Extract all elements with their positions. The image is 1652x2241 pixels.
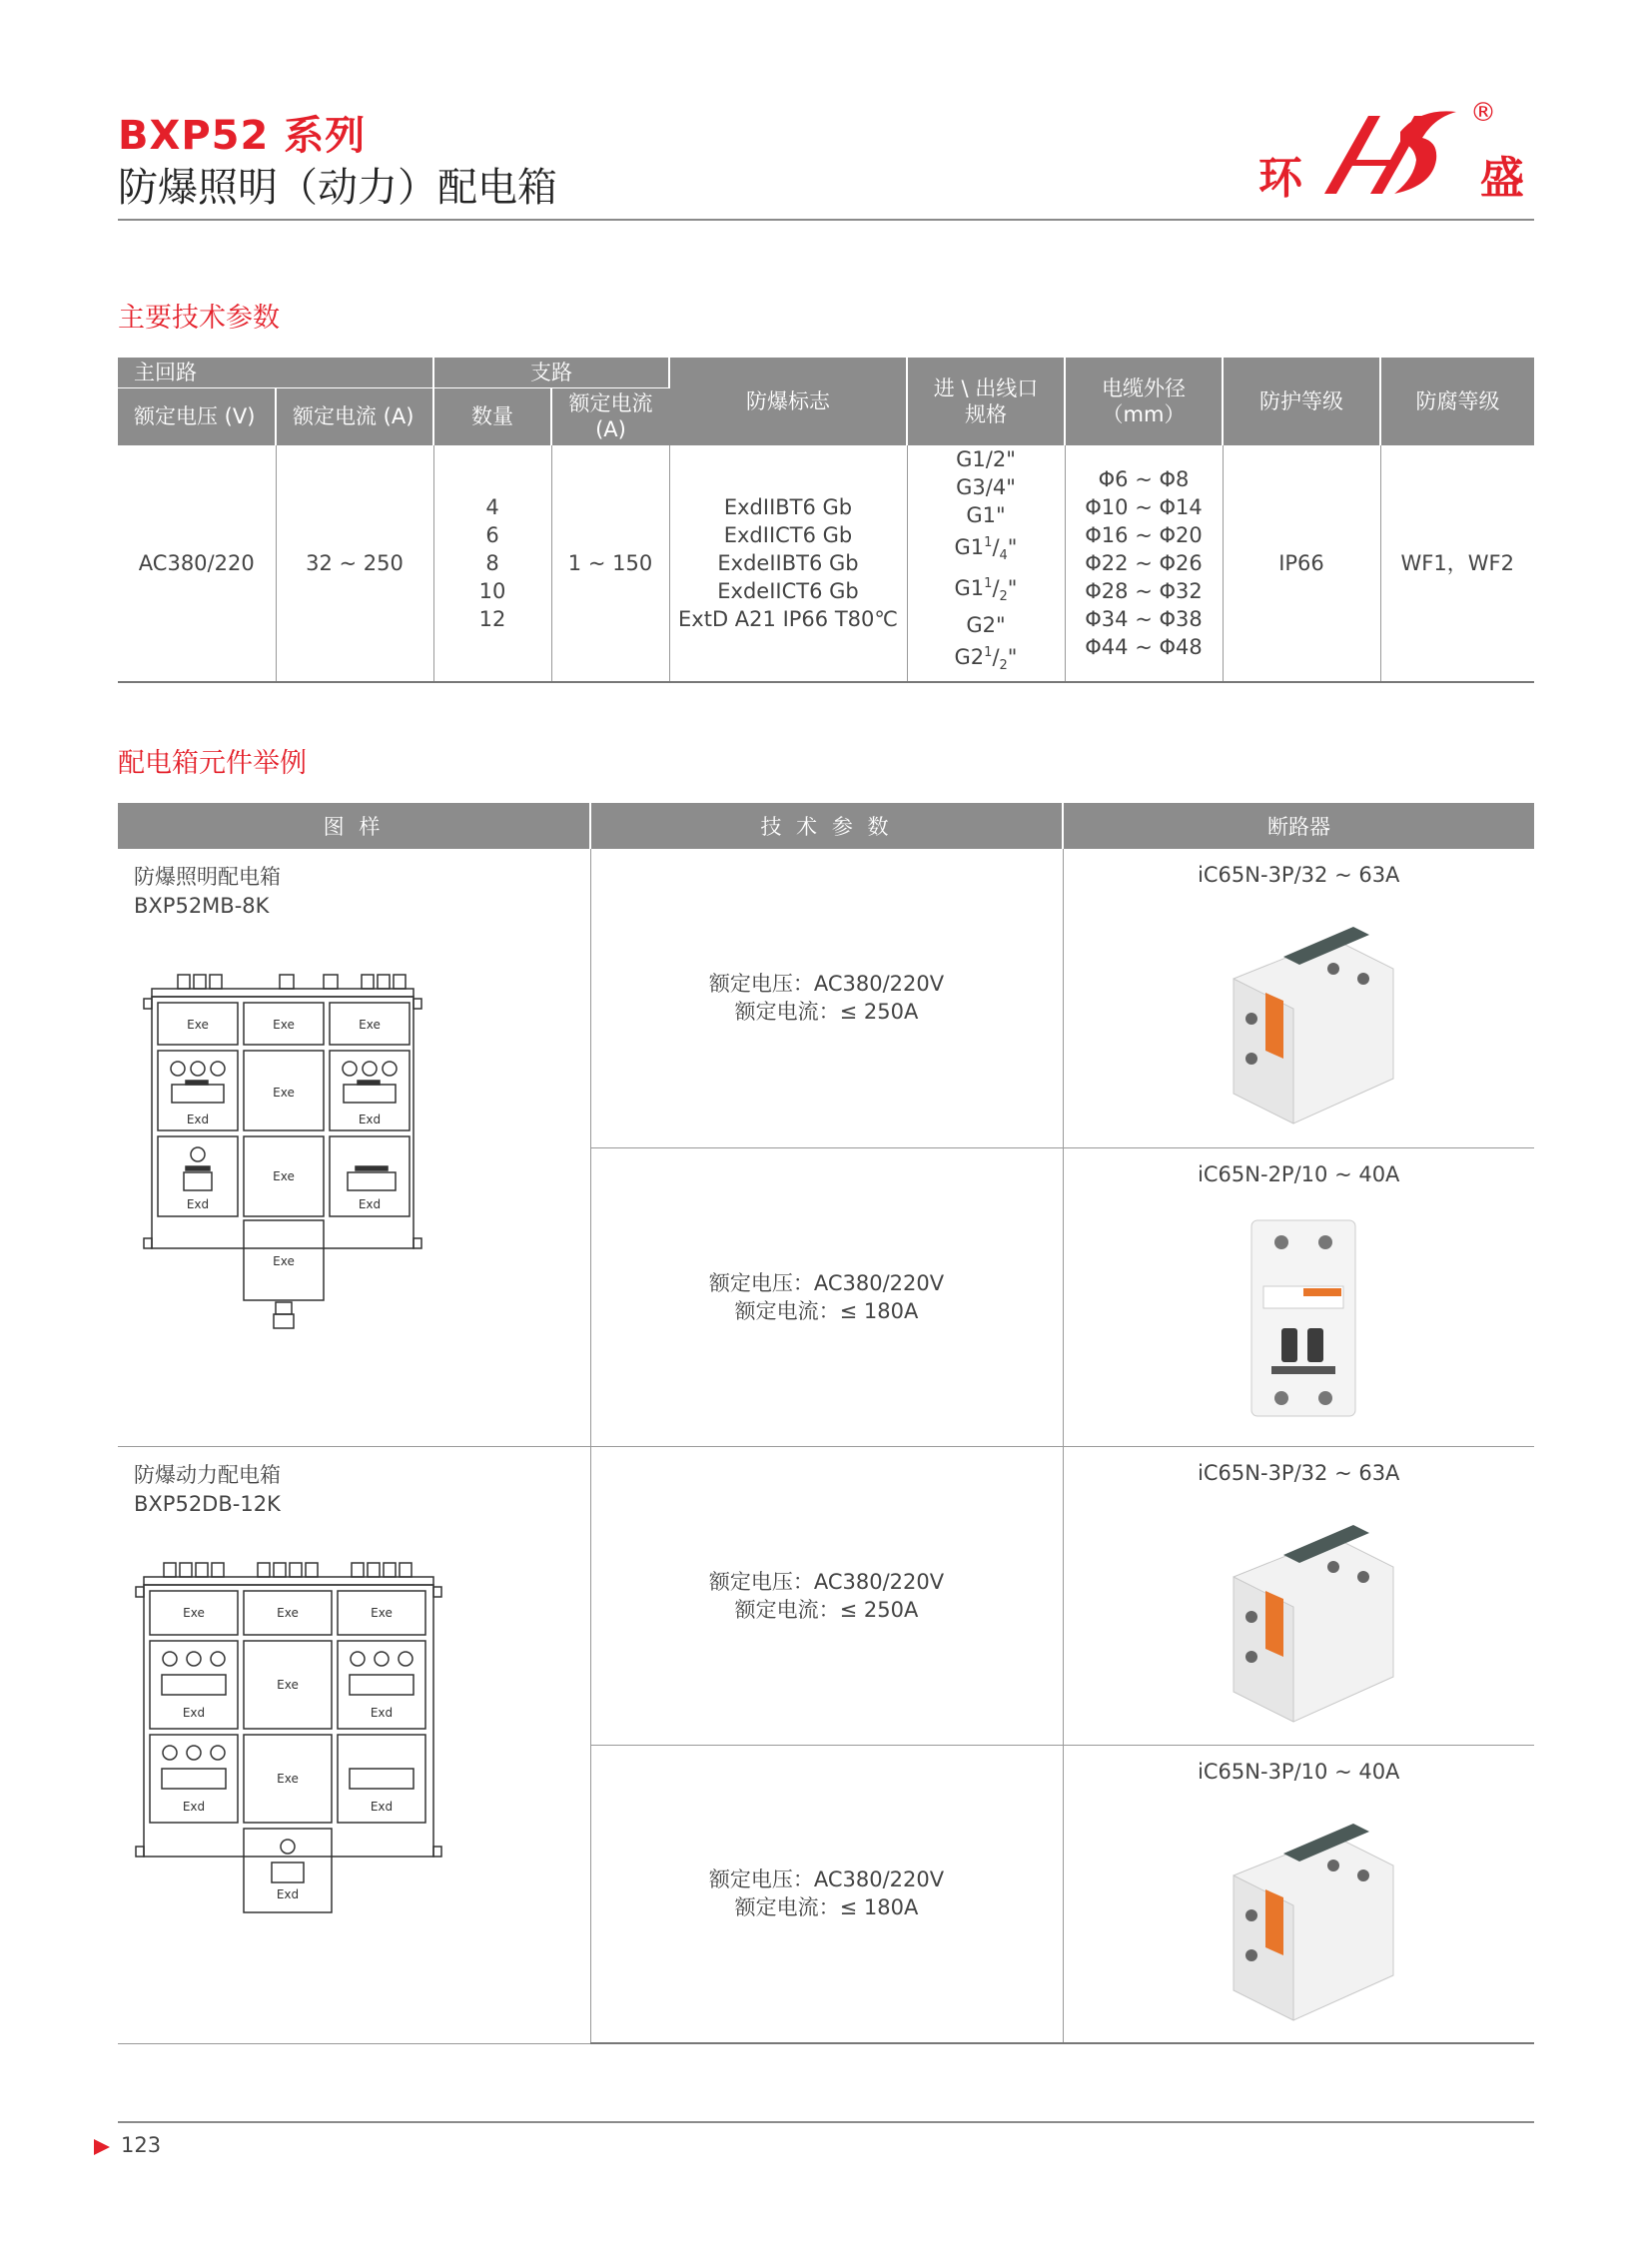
item-name: 防爆动力配电箱 [134,1462,281,1487]
logo-left-char: 环 [1258,153,1302,204]
spec-cell: 额定电压：AC380/220V 额定电流：≤ 250A [590,849,1063,1147]
breaker-model: iC65N-3P/32 ~ 63A [1198,1460,1400,1485]
diagram-exd-label: Exd [370,1705,394,1720]
diagram-exd-label: Exd [358,1113,382,1126]
col-branch-current: 额定电流 (A) [551,387,669,445]
diagram-exe-label: Exe [277,1677,299,1692]
col-group-branch: 支路 [433,358,669,387]
cell-qty: 4 6 8 10 12 [433,445,551,682]
cell-cable: Φ6 ~ Φ8 Φ10 ~ Φ14 Φ16 ~ Φ20 Φ22 ~ Φ26 Φ28 ~ Φ32 Φ34 ~ Φ38 Φ44 ~ Φ48 [1065,445,1223,682]
diagram-cell-power [118,1446,590,2043]
components-table [118,803,1534,2044]
diagram-exe-label: Exe [273,1254,295,1268]
breaker-cell [1063,849,1534,1147]
table-row [118,445,1534,682]
col-cable: 电缆外径 （mm） [1065,358,1223,445]
cell-protection: IP66 [1223,445,1380,682]
page-number: 123 [121,2133,162,2157]
breaker-3p-icon [1214,909,1403,1128]
diagram-cell-lighting [118,849,590,1446]
hs-logo-icon [1316,102,1466,202]
col-breaker: 断路器 [1063,803,1534,849]
col-group-main: 主回路 [118,358,433,387]
diagram-exd-label: Exd [276,1886,300,1901]
col-protection: 防护等级 [1223,358,1380,445]
cell-voltage: AC380/220 [118,445,276,682]
diagram-exe-label: Exe [273,1086,295,1100]
cell-corrosion: WF1，WF2 [1380,445,1534,682]
diagram-exd-label: Exd [370,1799,394,1814]
brand-logo [1258,98,1538,208]
diagram-exe-label: Exe [277,1605,299,1620]
diagram-exe-label: Exe [183,1605,205,1620]
diagram-exd-label: Exd [358,1197,382,1211]
breaker-cell [1063,1147,1534,1446]
item-name: 防爆照明配电箱 [134,865,281,889]
col-diagram: 图 样 [118,803,590,849]
page-arrow-icon [92,2137,112,2157]
breaker-2p-icon [1243,1216,1363,1422]
diagram-exe-label: Exe [359,1018,381,1032]
diagram-exd-label: Exd [186,1113,210,1126]
breaker-model: iC65N-3P/32 ~ 63A [1198,863,1400,887]
breaker-cell [1063,1446,1534,1745]
params-section-title: 主要技术参数 [118,303,280,334]
diagram-exe-label: Exe [273,1018,295,1032]
power-box-diagram-icon [134,1557,553,1946]
diagram-exe-label: Exe [277,1771,299,1786]
params-table [118,358,1534,683]
breaker-3p-icon [1214,1806,1403,2025]
diagram-exe-label: Exe [371,1605,393,1620]
spec-cell: 额定电压：AC380/220V 额定电流：≤ 250A [590,1446,1063,1745]
breaker-model: iC65N-3P/10 ~ 40A [1198,1759,1400,1784]
table-row [118,1446,1534,1745]
cell-current: 32 ~ 250 [276,445,433,682]
diagram-exe-label: Exe [273,1169,295,1183]
breaker-model: iC65N-2P/10 ~ 40A [1198,1161,1400,1186]
cell-entry: G1/2" G3/4" G1" $G1^1/_4$" $G1^1/_2$" G2" $G2^1/_2$" [907,445,1065,682]
diagram-exd-label: Exd [186,1197,210,1211]
diagram-exd-label: Exd [182,1705,206,1720]
footer-divider [118,2121,1534,2123]
breaker-cell [1063,1745,1534,2043]
col-voltage: 额定电压 (V) [118,387,276,445]
col-spec: 技 术 参 数 [590,803,1063,849]
item-model: BXP52MB-8K [134,894,270,918]
product-name: 防爆照明（动力）配电箱 [118,165,557,211]
logo-right-char: 盛 [1480,153,1524,204]
registered-mark: ® [1470,98,1496,128]
diagram-exe-label: Exe [187,1018,209,1032]
col-qty: 数量 [433,387,551,445]
item-model: BXP52DB-12K [134,1491,281,1516]
col-current: 额定电流 (A) [276,387,433,445]
series-title: BXP52 系列 [118,113,367,159]
col-entry: 进 \ 出线口 规格 [907,358,1065,445]
col-corrosion: 防腐等级 [1380,358,1534,445]
col-ex-mark: 防爆标志 [669,358,907,445]
spec-cell: 额定电压：AC380/220V 额定电流：≤ 180A [590,1147,1063,1446]
cell-branch-current: 1 ~ 150 [551,445,669,682]
cell-ex-marks: ExdIIBT6 Gb ExdIICT6 Gb ExdeIIBT6 Gb ExdeIICT6 Gb ExtD A21 IP66 T80℃ [669,445,907,682]
diagram-exd-label: Exd [182,1799,206,1814]
breaker-3p-icon [1214,1507,1403,1727]
table-row [118,849,1534,1147]
spec-cell: 额定电压：AC380/220V 额定电流：≤ 180A [590,1745,1063,2043]
header-divider [118,219,1534,221]
components-section-title: 配电箱元件举例 [118,748,307,779]
lighting-box-diagram-icon [138,969,557,1338]
